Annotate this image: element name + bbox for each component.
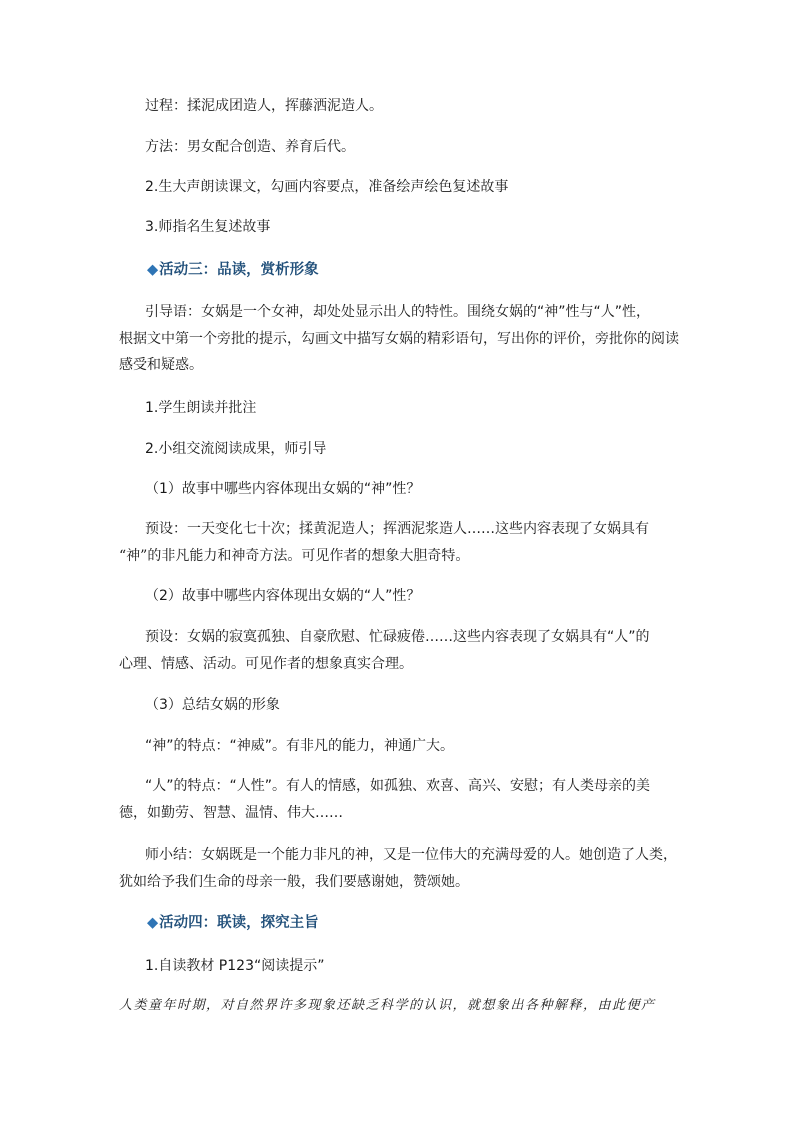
method-line: 方法：男女配合创造、养育后代。 [145,139,355,155]
answer-2-line-1: 预设：女娲的寂寞孤独、自豪欣慰、忙碌疲倦……这些内容表现了女娲具有“人”的 [145,629,650,645]
activity-three-title: 活动三：品读，赏析形象 [159,262,319,278]
question-1-line: （1）故事中哪些内容体现出女娲的“神”性？ [145,481,421,497]
summary-heading-line: （3）总结女娲的形象 [145,697,280,713]
intro-line-3: 感受和疑惑。 [119,357,203,373]
intro-line-1: 引导语：女娲是一个女神，却处处显示出人的特性。围绕女娲的“神”性与“人”性， [145,304,651,320]
human-traits-line-2: 德，如勤劳、智慧、温情、伟大…… [119,805,343,821]
activity-four-title: 活动四：联读，探究主旨 [159,915,319,931]
intro-line-2: 根据文中第一个旁批的提示，勾画文中描写女娲的精彩语句，写出你的评价，旁批你的阅读 [119,331,679,347]
step-2-line: 2.生大声朗读课文，勾画内容要点，准备绘声绘色复述故事 [145,179,509,195]
teacher-summary-line-1: 师小结：女娲既是一个能力非凡的神，又是一位伟大的充满母爱的人。她创造了人类， [145,847,677,863]
answer-1-line-1: 预设：一天变化七十次；揉黄泥造人；挥洒泥浆造人……这些内容表现了女娲具有 [145,521,649,537]
divine-traits-line: “神”的特点：“神威”。有非凡的能力，神通广大。 [145,738,455,754]
activity-four-heading [147,914,319,932]
self-read-line: 1.自读教材 P123“阅读提示” [145,958,325,974]
answer-1-line-2: “神”的非凡能力和神奇方法。可见作者的想象大胆奇特。 [119,548,470,564]
diamond-bullet-icon: ◆ [147,262,159,278]
reading-tip-line: 人类童年时期，对自然界许多现象还缺乏科学的认识，就想象出各种解释，由此便产 [119,998,656,1013]
diamond-bullet-icon: ◆ [147,915,159,931]
step-2b-line: 2.小组交流阅读成果，师引导 [145,441,327,457]
human-traits-line-1: “人”的特点：“人性”。有人的情感，如孤独、欢喜、高兴、安慰；有人类母亲的美 [145,778,651,794]
answer-2-line-2: 心理、情感、活动。可见作者的想象真实合理。 [119,656,413,672]
step-3-line: 3.师指名生复述故事 [145,219,271,235]
activity-three-heading [147,261,319,279]
step-1-line: 1.学生朗读并批注 [145,400,257,416]
question-2-line: （2）故事中哪些内容体现出女娲的“人”性？ [145,588,421,604]
process-line: 过程：揉泥成团造人，挥藤洒泥造人。 [145,98,383,114]
teacher-summary-line-2: 犹如给予我们生命的母亲一般，我们要感谢她，赞颂她。 [119,874,469,890]
